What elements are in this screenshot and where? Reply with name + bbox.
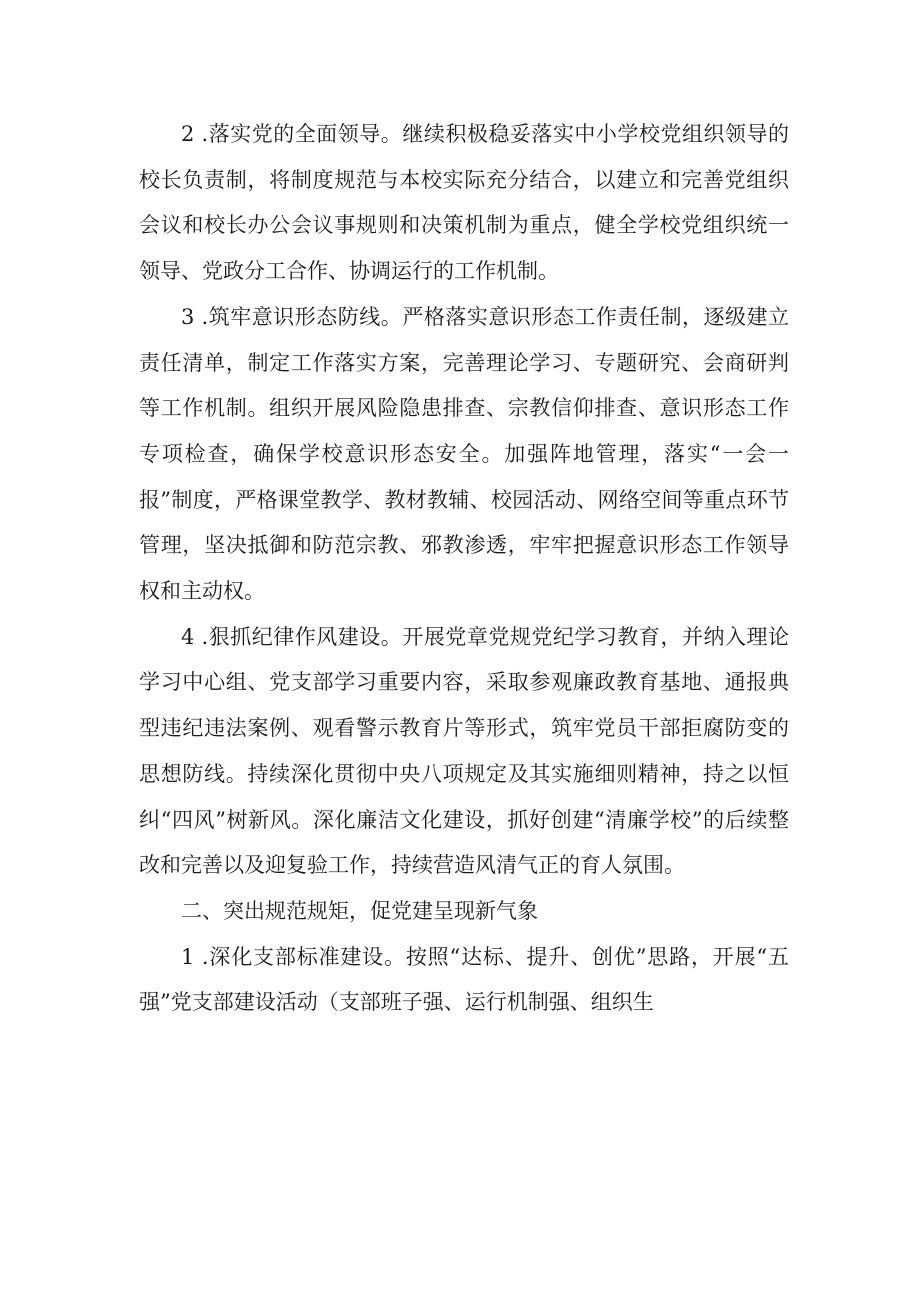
- paragraph-ideology-defense: 3 .筑牢意识形态防线。严格落实意识形态工作责任制，逐级建立责任清单，制定工作落实方案，完善理论学习、专题研究、会商研判等工作机制。组织开展风险隐患排查、宗教信仰排查、意识形态工作专项检查，确保学校意识形态安全。加强阵地管理，落实“一会一报”制度，严格课堂教学、教材教辅、校园活动、网络空间等重点环节管理，坚决抵御和防范宗教、邪教渗透，牢牢把握意识形态工作领导权和主动权。: [139, 304, 789, 604]
- document-body: [139, 112, 789, 1026]
- section-heading: 二、突出规范规矩，促党建呈现新气象: [181, 898, 538, 923]
- paragraph-party-leadership: 2 .落实党的全面领导。继续积极稳妥落实中小学校党组织领导的校长负责制，将制度规范与本校实际充分结合，以建立和完善党组织会议和校长办公会议事规则和决策机制为重点，健全学校党组织统一领导、党政分工合作、协调运行的工作机制。: [139, 122, 789, 284]
- paragraph-discipline-style: 4 .狠抓纪律作风建设。开展党章党规党纪学习教育，并纳入理论学习中心组、党支部学习重要内容，采取参观廉政教育基地、通报典型违纪违法案例、观看警示教育片等形式，筑牢党员干部拒腐防变的思想防线。持续深化贯彻中央八项规定及其实施细则精神，持之以恒纠“四风”树新风。深化廉洁文化建设，抓好创建“清廉学校”的后续整改和完善以及迎复验工作，持续营造风清气正的育人氛围。: [139, 624, 789, 878]
- paragraph-branch-standards: 1 .深化支部标准建设。按照“达标、提升、创优”思路，开展“五强”党支部建设活动（支部班子强、运行机制强、组织生: [139, 944, 789, 1015]
